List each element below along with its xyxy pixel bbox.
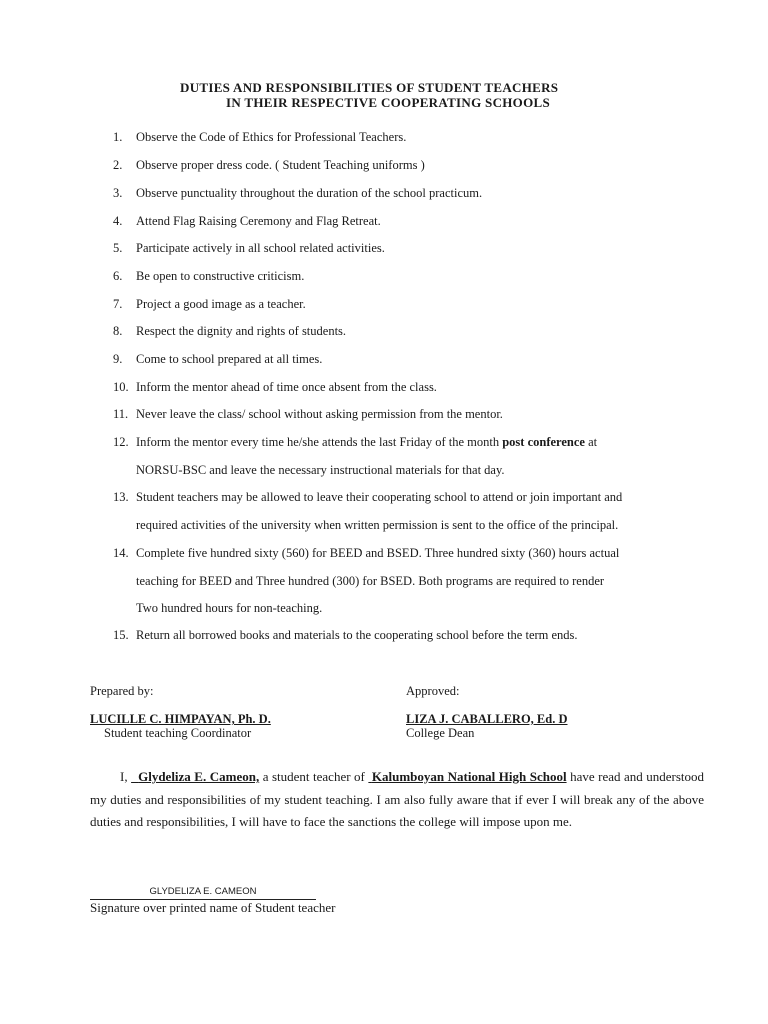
- duty-text-line: Student teachers may be allowed to leave their cooperating school to attend or join important and: [136, 490, 623, 504]
- duty-text-line: Two hundred hours for non-teaching.: [136, 601, 323, 615]
- duty-number: 6.: [113, 269, 123, 283]
- duty-text-line: Inform the mentor ahead of time once absent from the class.: [136, 380, 437, 394]
- duty-number: 15.: [113, 628, 129, 642]
- approved-label: Approved:: [406, 684, 460, 698]
- duty-text-line: [136, 435, 597, 450]
- acknowledgement-paragraph: [90, 766, 704, 834]
- duty-number: 9.: [113, 352, 123, 366]
- duty-number: 8.: [113, 324, 123, 338]
- duty-text-line: Participate actively in all school related activities.: [136, 241, 385, 255]
- duty-text: Inform the mentor every time he/she attends the last Friday of the month: [136, 435, 500, 449]
- ack-student-name: Glydeliza E. Cameon,: [138, 769, 260, 784]
- prepared-name: LUCILLE C. HIMPAYAN, Ph. D.: [90, 712, 271, 726]
- approved-name: LIZA J. CABALLERO, Ed. D: [406, 712, 568, 726]
- duty-text-line: Come to school prepared at all times.: [136, 352, 323, 366]
- duty-text-suffix: at: [584, 435, 598, 449]
- duty-number: 4.: [113, 214, 123, 228]
- duty-number: 2.: [113, 158, 123, 172]
- signature-caption: Signature over printed name of Student teacher: [90, 900, 336, 915]
- document-title-line2: IN THEIR RESPECTIVE COOPERATING SCHOOLS: [226, 95, 551, 110]
- duty-number: 12.: [113, 435, 129, 449]
- duty-number: 11.: [113, 407, 129, 421]
- duty-text-line: Return all borrowed books and materials to the cooperating school before the term ends.: [136, 628, 578, 642]
- signature-printed-name: GLYDELIZA E. CAMEON: [90, 886, 316, 900]
- duty-text-line: Attend Flag Raising Ceremony and Flag Retreat.: [136, 214, 381, 228]
- duty-number: 13.: [113, 490, 129, 504]
- duty-text-line: Respect the dignity and rights of students.: [136, 324, 347, 338]
- duty-text-line: teaching for BEED and Three hundred (300) for BSED. Both programs are required to render: [136, 573, 605, 588]
- duty-text-line: Complete five hundred sixty (560) for BEED and BSED. Three hundred sixty (360) hours actual: [136, 546, 620, 560]
- duty-text-line: Project a good image as a teacher.: [136, 297, 306, 311]
- duty-number: 1.: [113, 130, 123, 144]
- prepared-label: Prepared by:: [90, 684, 154, 698]
- duty-text-line: Observe the Code of Ethics for Professional Teachers.: [136, 130, 407, 144]
- ack-school: Kalumboyan National High School: [371, 769, 567, 784]
- ack-intro: I,: [120, 769, 128, 784]
- duty-text-line: Observe proper dress code. ( Student Teaching uniforms ): [136, 158, 425, 172]
- duty-number: 10.: [113, 380, 129, 394]
- duty-emphasis: post conference: [502, 435, 585, 449]
- duty-number: 14.: [113, 546, 129, 560]
- ack-rest: have read and understood my duties and responsibilities of my student teaching. I am also fully aware that if ever I will break any of the above duties and responsibilities, I will have to face the sanctions the college will impose upon me.: [90, 769, 705, 829]
- duty-number: 5.: [113, 241, 123, 255]
- duty-text-line: Never leave the class/ school without asking permission from the mentor.: [136, 407, 503, 421]
- approved-title: College Dean: [406, 726, 475, 740]
- duty-text-line: required activities of the university when written permission is sent to the office of the principal.: [136, 517, 619, 532]
- duty-number: 3.: [113, 186, 123, 200]
- prepared-title: Student teaching Coordinator: [104, 726, 252, 740]
- duty-text-line: Be open to constructive criticism.: [136, 269, 305, 283]
- duty-text-line: Observe punctuality throughout the duration of the school practicum.: [136, 186, 483, 200]
- duty-number: 7.: [113, 297, 123, 311]
- duty-text-line: NORSU-BSC and leave the necessary instructional materials for that day.: [136, 462, 505, 477]
- document-title-line1: DUTIES AND RESPONSIBILITIES OF STUDENT TEACHERS: [180, 80, 559, 95]
- ack-mid: a student teacher of: [262, 769, 365, 784]
